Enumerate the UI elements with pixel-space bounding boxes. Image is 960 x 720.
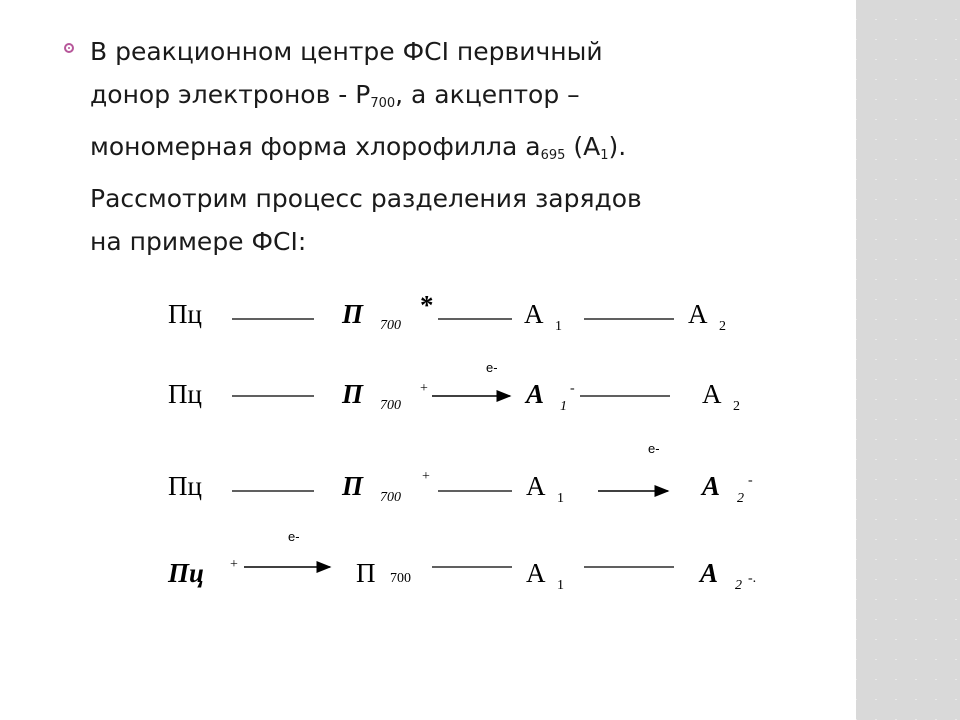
a1-subscript: 1 — [560, 399, 567, 414]
a1-label: А — [526, 471, 546, 501]
text-line-3: мономерная форма хлорофилла а — [90, 132, 541, 161]
p700-superscript: * — [420, 290, 434, 320]
text-line-4: Рассмотрим процесс разделения зарядов — [90, 184, 642, 213]
text-line-2: донор электронов - Р — [90, 80, 371, 109]
a1-label: А — [526, 558, 546, 588]
donor-label: Пц — [168, 299, 202, 329]
a1-label: А — [526, 379, 545, 409]
decorative-sidebar — [856, 0, 960, 720]
a1-label: А — [524, 299, 544, 329]
a2-label: А — [702, 471, 721, 501]
p700-subscript: 700 — [380, 490, 401, 505]
electron-label: e- — [288, 529, 300, 544]
subscript-695: 695 — [540, 148, 566, 163]
p700-subscript: 700 — [380, 398, 401, 413]
p700-label: П — [342, 379, 364, 409]
a2-subscript: 2 — [737, 491, 744, 506]
a2-label: А — [700, 558, 719, 588]
donor-label: Пц — [168, 379, 202, 409]
electron-label: e- — [648, 441, 660, 456]
a1-subscript: 1 — [555, 319, 562, 334]
electron-label: e- — [486, 360, 498, 375]
a1-subscript: 1 — [557, 578, 564, 593]
p700-subscript: 700 — [390, 571, 411, 586]
a2-subscript: 2 — [735, 578, 742, 593]
scheme-row-2 — [168, 360, 740, 414]
p700-label: П — [342, 471, 364, 501]
text-line-3-end: ). — [608, 132, 627, 161]
text-line-5: на примере ФСI: — [90, 227, 307, 256]
p700-superscript: + — [420, 381, 428, 396]
a2-superscript: - — [748, 473, 753, 488]
donor-superscript: + — [230, 557, 238, 572]
scheme-row-4 — [167, 529, 756, 593]
donor-label: Пц — [168, 558, 205, 588]
a1-superscript: - — [570, 381, 575, 396]
a2-label: А — [702, 379, 722, 409]
text-line-2-end: , а акцептор – — [395, 80, 580, 109]
p700-label: П — [342, 299, 364, 329]
p700-subscript: 700 — [380, 318, 401, 333]
text-line-3-mid: (А — [565, 132, 601, 161]
subscript-1: 1 — [600, 148, 609, 163]
p700-label: П — [356, 558, 376, 588]
donor-label: Пц — [168, 471, 202, 501]
scheme-row-1 — [168, 290, 726, 334]
scheme-row-3 — [168, 441, 753, 506]
a2-subscript: 2 — [719, 319, 726, 334]
text-line-1: В реакционном центре ФСI первичный — [90, 37, 603, 66]
a1-subscript: 1 — [557, 491, 564, 506]
a2-label: А — [688, 299, 708, 329]
p700-superscript: + — [422, 469, 430, 484]
subscript-700: 700 — [370, 96, 396, 111]
a2-subscript: 2 — [733, 399, 740, 414]
a2-superscript: -. — [748, 571, 757, 586]
